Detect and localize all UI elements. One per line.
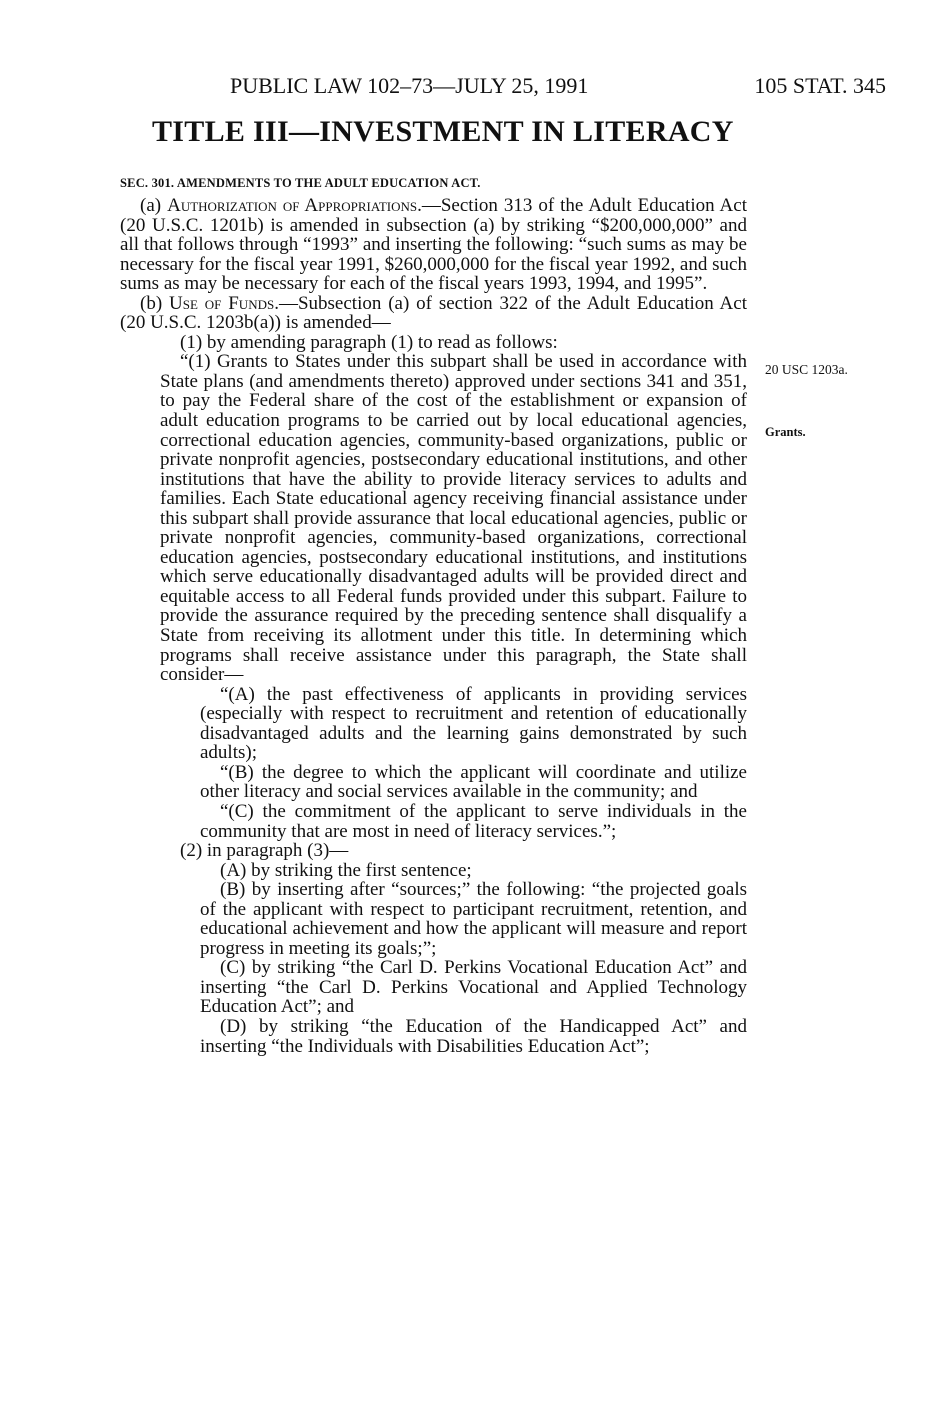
quoted-item-a: “(A) the past effectiveness of applicants in providing services (especially with respect to recruitment and retention of educationally disadvantaged adults and the learning gains demonstrated by such adults); — [200, 683, 747, 764]
margin-note-grants: Grants. — [765, 425, 806, 439]
paragraph-2-intro: (2) in paragraph (3)— — [180, 840, 349, 862]
subsection-a-label: (a) — [140, 195, 168, 216]
paragraph-2-item-c: (C) by striking “the Carl D. Perkins Vocational Education Act” and inserting “the Carl D. Perkins Vocational and Applied Technology Education Act”; and — [200, 957, 747, 1018]
subsection-b-label: (b) — [140, 292, 170, 314]
paragraph-2-item-b: (B) by inserting after “sources;” the following: “the projected goals of the applicant with respect to participant recruitment, retention, and educational achievement and how the applicant will measure and report progress in meeting its goals;”; — [200, 879, 747, 959]
subsection-b-text: —Subsection (a) of section 322 of the Adult Education Act (20 U.S.C. 1203b(a)) is amended— — [120, 292, 747, 334]
paragraph-2-item-a: (A) by striking the first sentence; — [220, 859, 472, 881]
paragraph-2-item-d: (D) by striking “the Education of the Handicapped Act” and inserting “the Individuals with Disabilities Education Act”; — [200, 1015, 747, 1057]
quoted-item-c: “(C) the commitment of the applicant to serve individuals in the community that are most in need of literacy services.”; — [200, 800, 747, 842]
page-stat-number: 105 STAT. 345 — [754, 73, 886, 98]
subsection-b-heading: Use of Funds. — [169, 292, 279, 314]
subsection-a-heading: Authorization of Appropriations. — [167, 195, 422, 216]
section-heading: SEC. 301. AMENDMENTS TO THE ADULT EDUCATION ACT. — [120, 176, 481, 190]
quoted-paragraph-1: “(1) Grants to States under this subpart shall be used in accordance with State plans (and amendments thereto) approved under sections 341 and 351, to pay the Federal share of the cost of the establishment or expansion of adult education programs to be carried out by local educational agencies, correctional education agencies, community-based organizations, public or private nonprofit agencies, postsecondary educational institutions, and other institutions that have the ability to provide literacy services to adults and families. Each State educational agency receiving financial assistance under this subpart shall provide assurance that local educational agencies, public or private nonprofit agencies, community-based organizations, correctional education agencies, postsecondary educational institutions, and institutions which serve educationally disadvantaged adults will be provided direct and equitable access to all Federal funds provided under this subpart. Failure to provide the assurance required by the preceding sentence shall disqualify a State from receiving its allotment under this title. In determining which programs shall receive assistance under this paragraph, the State shall consider— — [160, 351, 747, 686]
subsection-a-text: —Section 313 of the Adult Education Act (20 U.S.C. 1201b) is amended in subsection (a) by striking “$200,000,000” and all that follows through “1993” and inserting the following: “such sums as may be necessary for the fiscal year 1991, $260,000,000 for the fiscal year 1992, and such sums as may be necessary for each of the fiscal years 1993, 1994, and 1995”. — [120, 195, 747, 295]
running-head: PUBLIC LAW 102–73—JULY 25, 1991 — [230, 73, 589, 98]
subsection-b — [120, 294, 747, 333]
page-header — [0, 72, 947, 100]
subsection-a — [120, 196, 747, 294]
paragraph-1-intro: (1) by amending paragraph (1) to read as follows: — [180, 331, 558, 353]
quoted-item-b: “(B) the degree to which the applicant will coordinate and utilize other literacy and social services available in the community; and — [200, 761, 747, 803]
body-text — [120, 196, 747, 1056]
margin-note-usc: 20 USC 1203a. — [765, 362, 848, 377]
title-heading: TITLE III—INVESTMENT IN LITERACY — [152, 115, 734, 148]
